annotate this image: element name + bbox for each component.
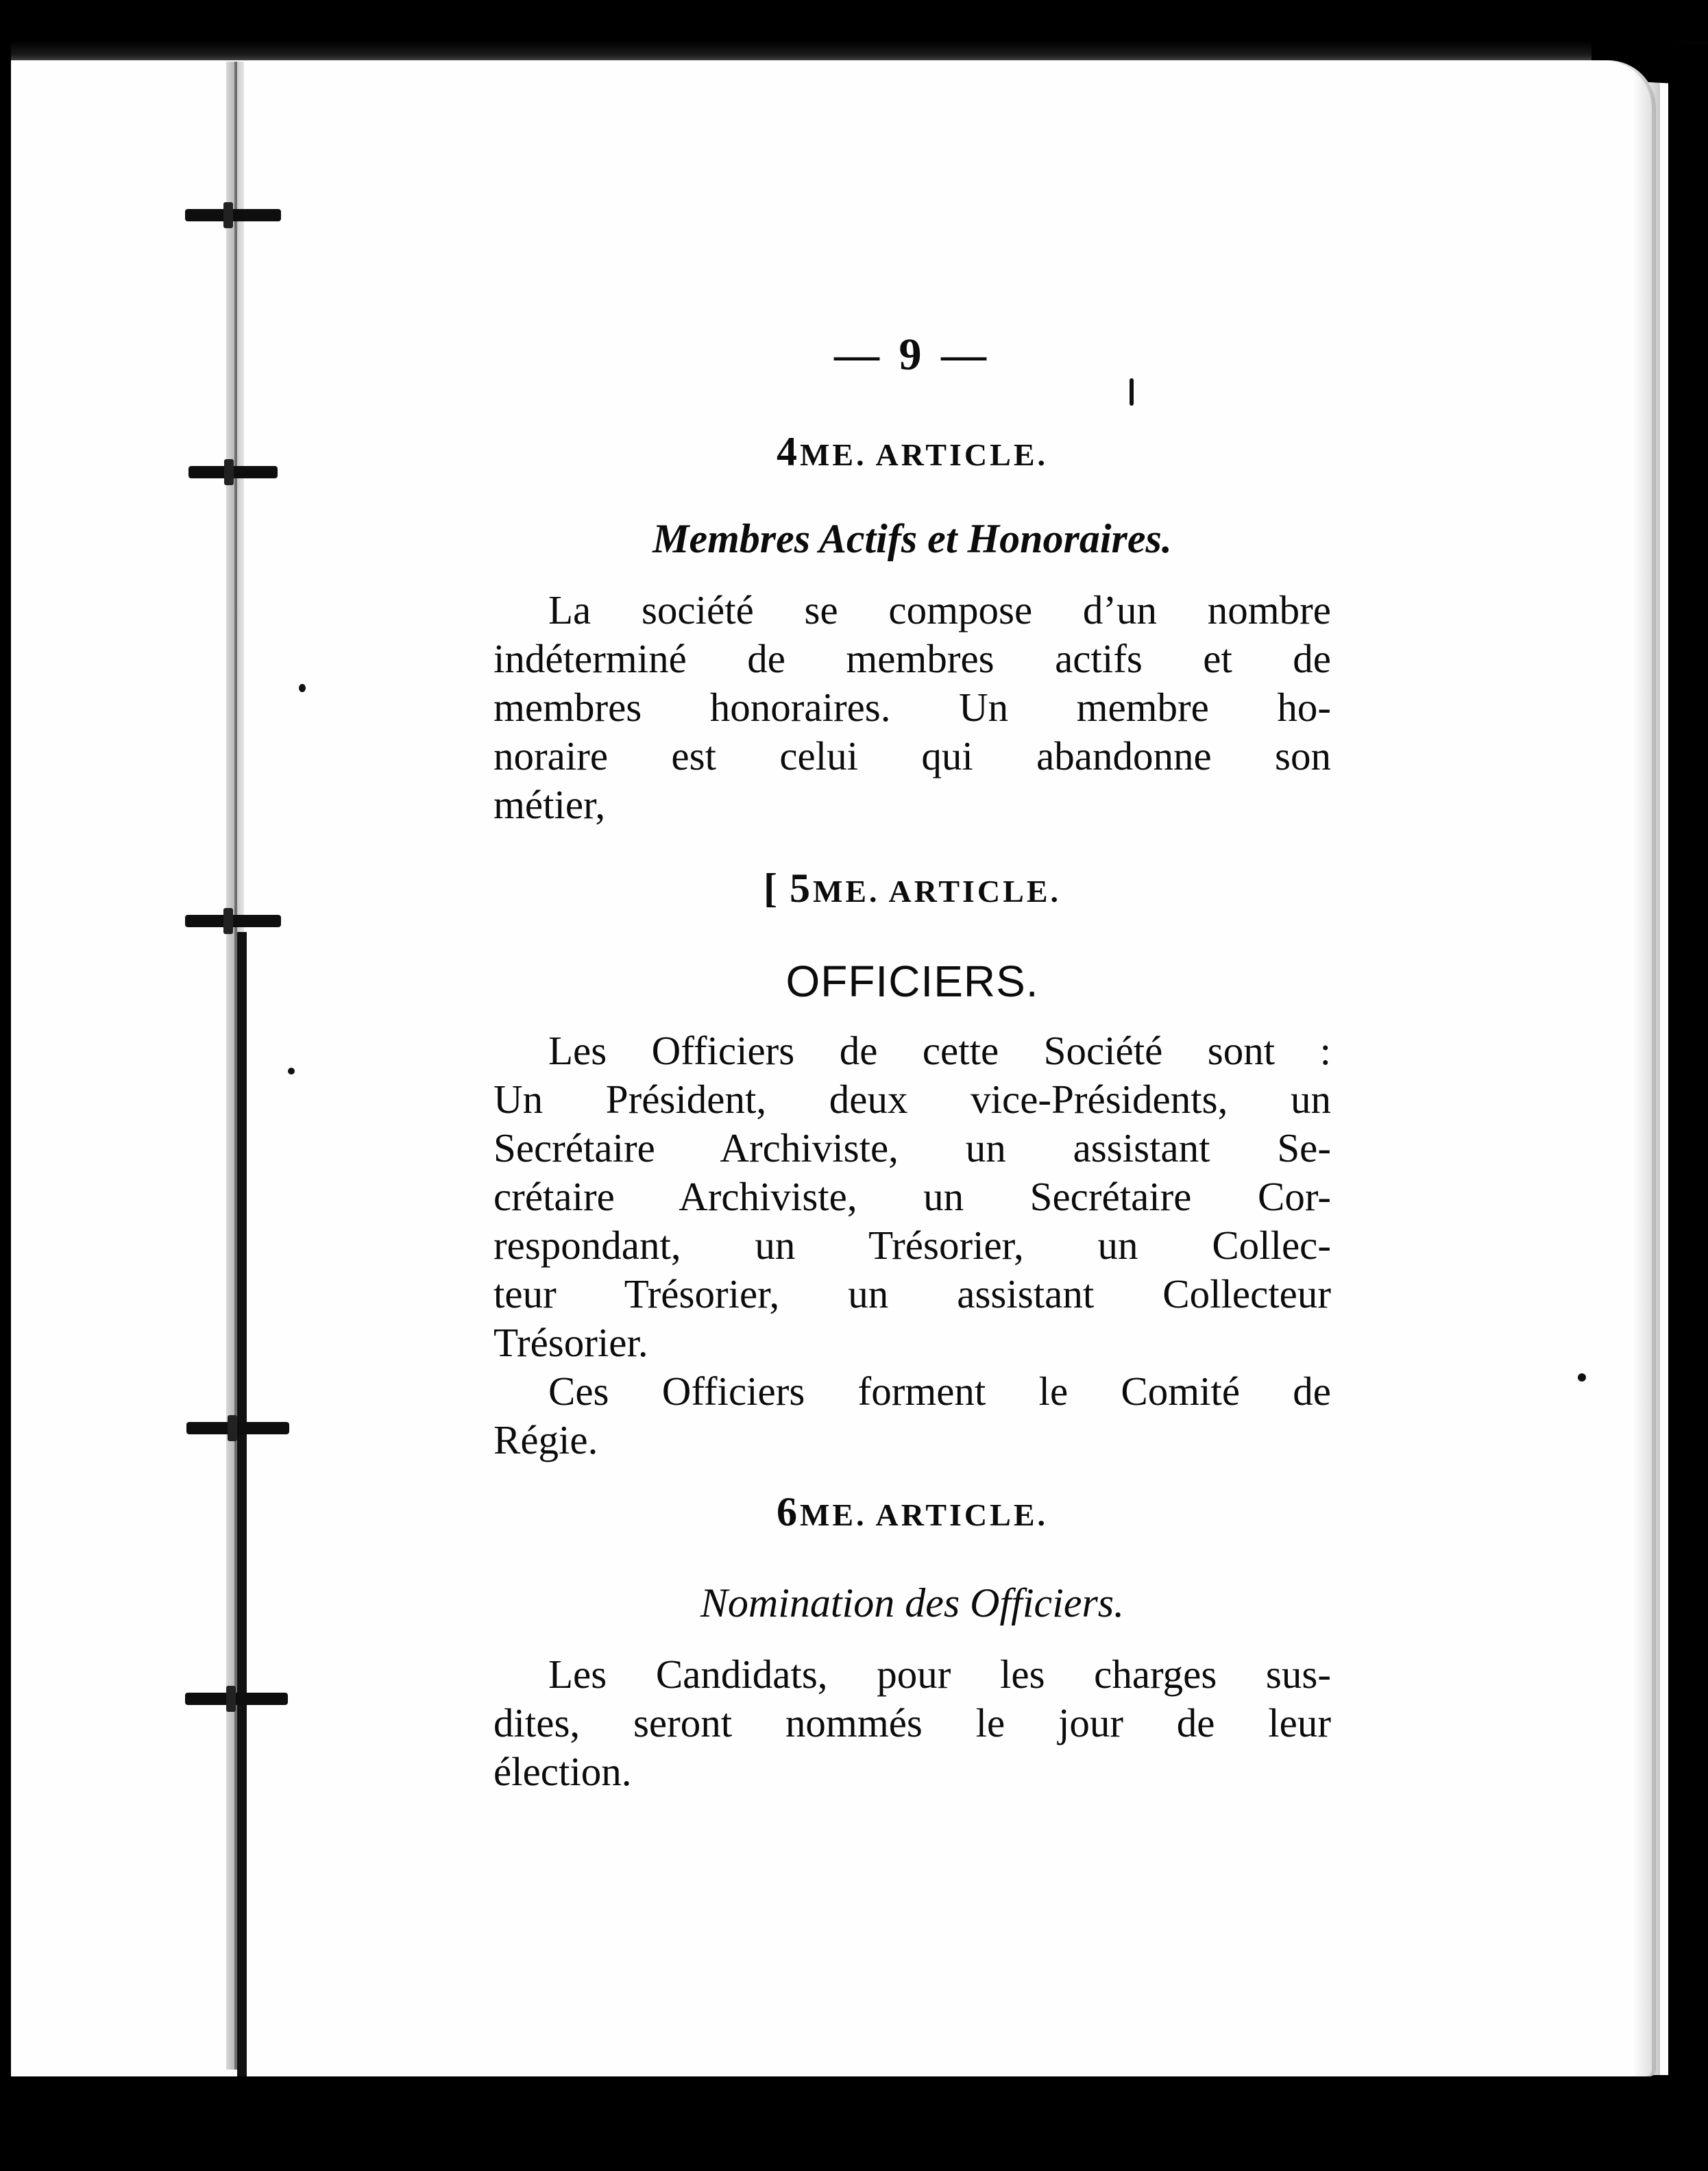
- paragraph-article-5: [493, 1027, 1331, 1464]
- section-subtitle: Membres Actifs et Honoraires.: [652, 516, 1172, 561]
- scan-border-right: [1668, 62, 1708, 2083]
- scan-border-left: [0, 41, 11, 2097]
- article-label: ME. ARTICLE.: [812, 874, 1062, 909]
- speck: [288, 1068, 295, 1075]
- binding-stitch: [188, 466, 278, 478]
- section-subtitle: OFFICIERS.: [785, 957, 1039, 1006]
- text-line: Les Officiers de cette Société sont :: [548, 1028, 1331, 1073]
- text-line: élection.: [493, 1749, 632, 1794]
- speck: [1130, 378, 1134, 406]
- text-line: La société se compose d’un nombre: [548, 587, 1331, 633]
- article-heading-4: [493, 428, 1331, 476]
- text-line: Les Candidats, pour les charges sus-: [548, 1652, 1331, 1697]
- text-line: crétaire Archiviste, un Secrétaire Cor-: [493, 1174, 1331, 1219]
- scan-border-top: [0, 0, 1708, 63]
- text-line: respondant, un Trésorier, un Collec-: [493, 1223, 1331, 1268]
- article-number: 4: [776, 429, 800, 474]
- article-heading-6: [493, 1488, 1331, 1536]
- paragraph-article-6: [493, 1650, 1331, 1796]
- text-line: membres honoraires. Un membre ho-: [493, 685, 1331, 730]
- article-label: ME. ARTICLE.: [799, 437, 1049, 472]
- binding-stitch: [186, 1422, 289, 1434]
- text-line: Trésorier.: [493, 1320, 648, 1365]
- text-line: Ces Officiers forment le Comité de: [548, 1369, 1331, 1414]
- binding-stitch: [185, 915, 281, 927]
- binding-gutter-shadow: [237, 932, 247, 2076]
- section-subtitle: Nomination des Officiers.: [700, 1580, 1125, 1626]
- speck: [1578, 1373, 1586, 1382]
- text-line: noraire est celui qui abandonne son: [493, 733, 1331, 778]
- text-line: indéterminé de membres actifs et de: [493, 636, 1331, 681]
- text-line: teur Trésorier, un assistant Collecteur: [493, 1271, 1331, 1316]
- article-number: 6: [776, 1489, 800, 1534]
- article-number: 5: [789, 866, 813, 911]
- text-line: Régie.: [493, 1417, 598, 1462]
- article-label: ME. ARTICLE.: [799, 1497, 1049, 1532]
- binding-stitch: [185, 209, 281, 221]
- speck: [299, 684, 306, 692]
- article-heading-5: [493, 865, 1331, 912]
- binding-stitch: [185, 1693, 288, 1705]
- page-edge-shadow: [1633, 60, 1660, 2076]
- scan-border-bottom: [0, 2075, 1708, 2171]
- text-line: métier,: [493, 782, 606, 827]
- paragraph-article-4: [493, 586, 1331, 829]
- text-line: dites, seront nommés le jour de leur: [493, 1700, 1331, 1745]
- text-line: Un Président, deux vice-Présidents, un: [493, 1077, 1331, 1122]
- page-number: — 9 —: [834, 330, 990, 380]
- bracket-mark: [: [763, 866, 780, 911]
- text-line: Secrétaire Archiviste, un assistant Se-: [493, 1125, 1331, 1170]
